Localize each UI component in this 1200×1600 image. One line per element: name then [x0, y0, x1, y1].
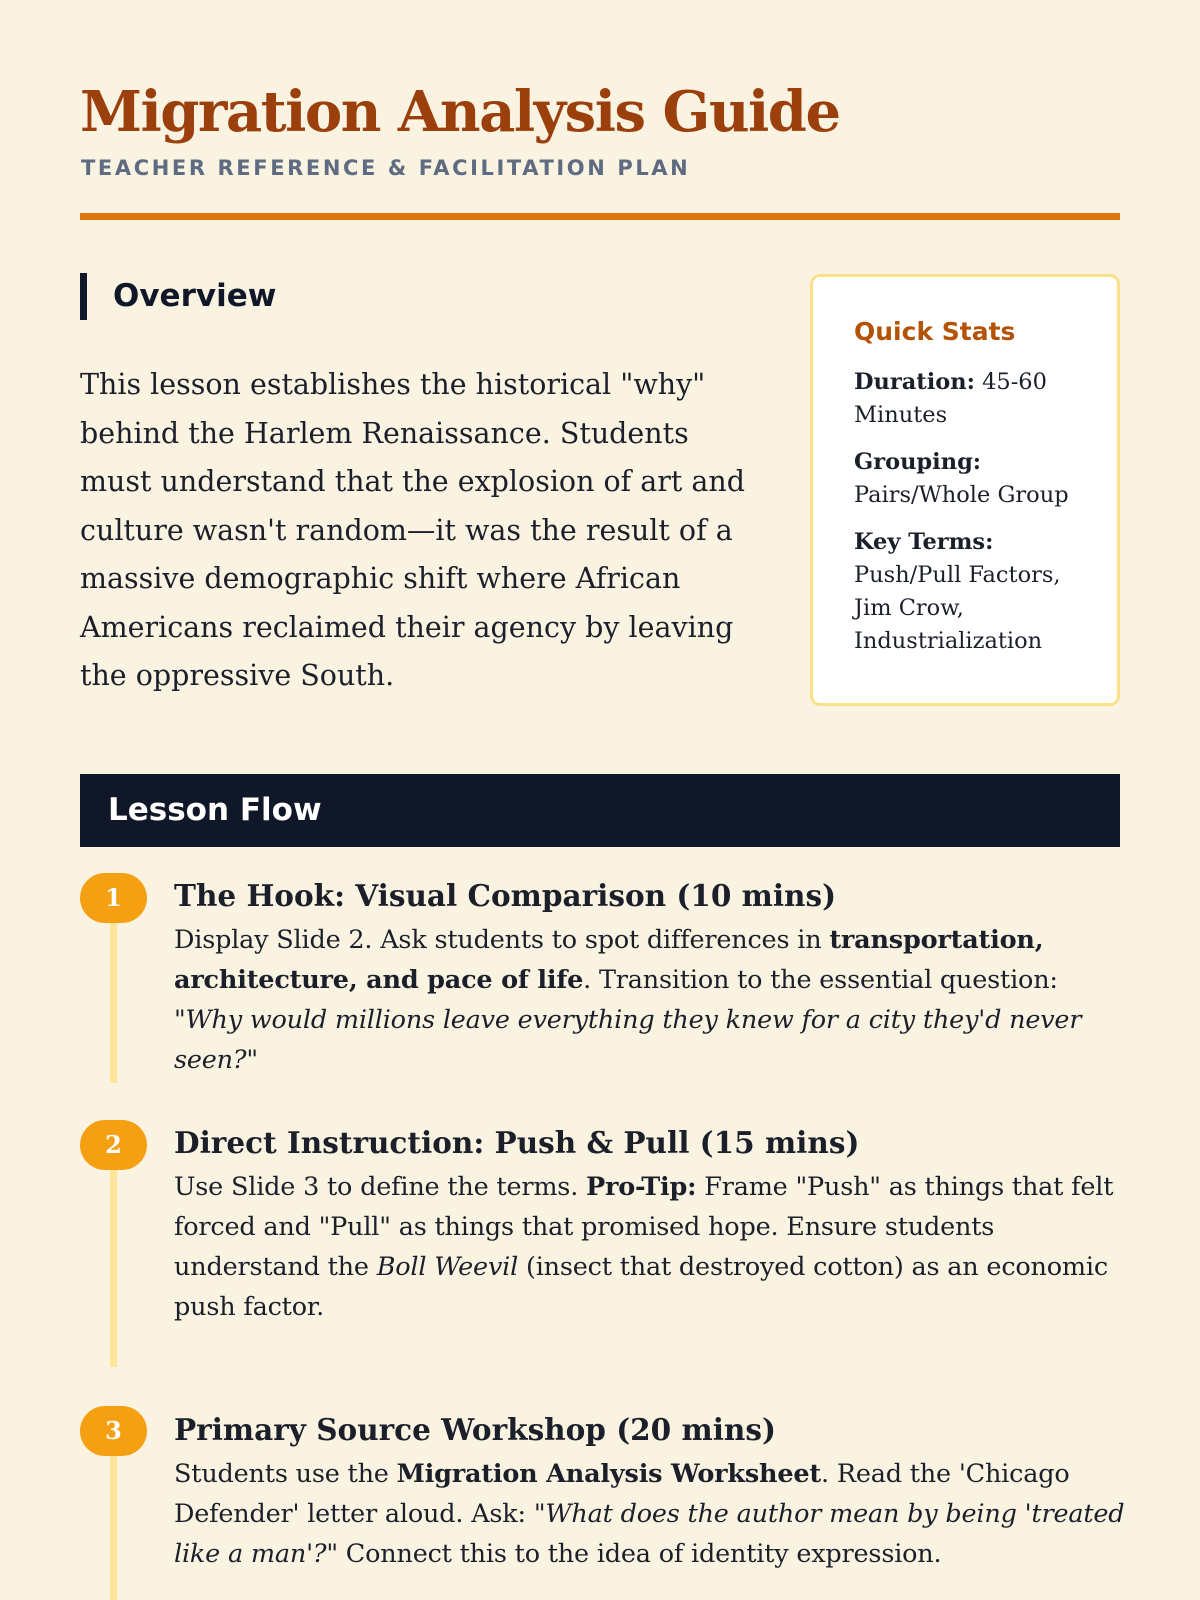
- page-title: Migration Analysis Guide: [80, 79, 840, 145]
- stat-key-terms: [854, 526, 1097, 658]
- step-text: (insect that destroyed cotton) as an economic push factor.: [174, 1252, 1108, 1322]
- quick-stats-card: [810, 274, 1120, 706]
- stat-value: 45-60 Minutes: [854, 369, 1047, 428]
- step-title: Direct Instruction: Push & Pull (15 mins): [174, 1125, 860, 1160]
- step-title: Primary Source Workshop (20 mins): [174, 1412, 776, 1447]
- step-title: The Hook: Visual Comparison (10 mins): [174, 878, 837, 913]
- stat-value: Pairs/Whole Group: [854, 482, 1069, 508]
- step-number-badge: 3: [80, 1406, 147, 1456]
- step-emphasis: transportation, architecture, and pace of life: [174, 925, 1044, 995]
- step-text: Use Slide 3 to define the terms.: [174, 1172, 587, 1202]
- step-quote: "What does the author mean by being 'treated like a man'?": [174, 1499, 1125, 1569]
- step-description: [174, 920, 1129, 1080]
- stat-duration: [854, 366, 1097, 432]
- stat-label: Duration:: [854, 369, 975, 395]
- lesson-flow-heading: Lesson Flow: [80, 774, 1120, 847]
- stat-label: Grouping:: [854, 449, 982, 475]
- stat-grouping: [854, 446, 1097, 512]
- step-text: . Transition to the essential question:: [583, 965, 1058, 995]
- page-subtitle: TEACHER REFERENCE & FACILITATION PLAN: [81, 156, 691, 180]
- step-emphasis-term: Boll Weevil: [376, 1252, 519, 1282]
- step-text: Students use the: [174, 1459, 397, 1489]
- step-emphasis: Migration Analysis Worksheet: [396, 1459, 822, 1489]
- step-text: . Read the 'Chicago Defender' letter aloud. Ask:: [174, 1459, 1070, 1529]
- overview-heading: Overview: [80, 273, 276, 320]
- timeline-line: [110, 900, 117, 1083]
- step-description: [174, 1454, 1129, 1574]
- step-text: Connect this to the idea of identity expression.: [337, 1539, 942, 1569]
- step-emphasis: Pro-Tip:: [586, 1172, 697, 1202]
- step-text: Frame "Push" as things that felt forced and "Pull" as things that promised hope. Ensure students understand the: [174, 1172, 1114, 1282]
- overview-text: This lesson establishes the historical "why" behind the Harlem Renaissance. Students must understand that the explosion of art and culture wasn't random—it was the result of a massive demographic shift where African Americans reclaimed their agency by leaving the oppressive South.: [80, 368, 745, 692]
- step-quote: "Why would millions leave everything they knew for a city they'd never seen?": [174, 1005, 1082, 1075]
- step-text: Display Slide 2. Ask students to spot differences in: [174, 925, 830, 955]
- step-description: [174, 1167, 1129, 1327]
- step-number-badge: 1: [80, 873, 147, 923]
- header-divider: [80, 213, 1120, 220]
- step-number-badge: 2: [80, 1120, 147, 1170]
- stat-value: Push/Pull Factors, Jim Crow, Industrialization: [854, 562, 1061, 654]
- quick-stats-title: Quick Stats: [854, 317, 1016, 346]
- timeline-line: [110, 1145, 117, 1367]
- stat-label: Key Terms:: [854, 529, 994, 555]
